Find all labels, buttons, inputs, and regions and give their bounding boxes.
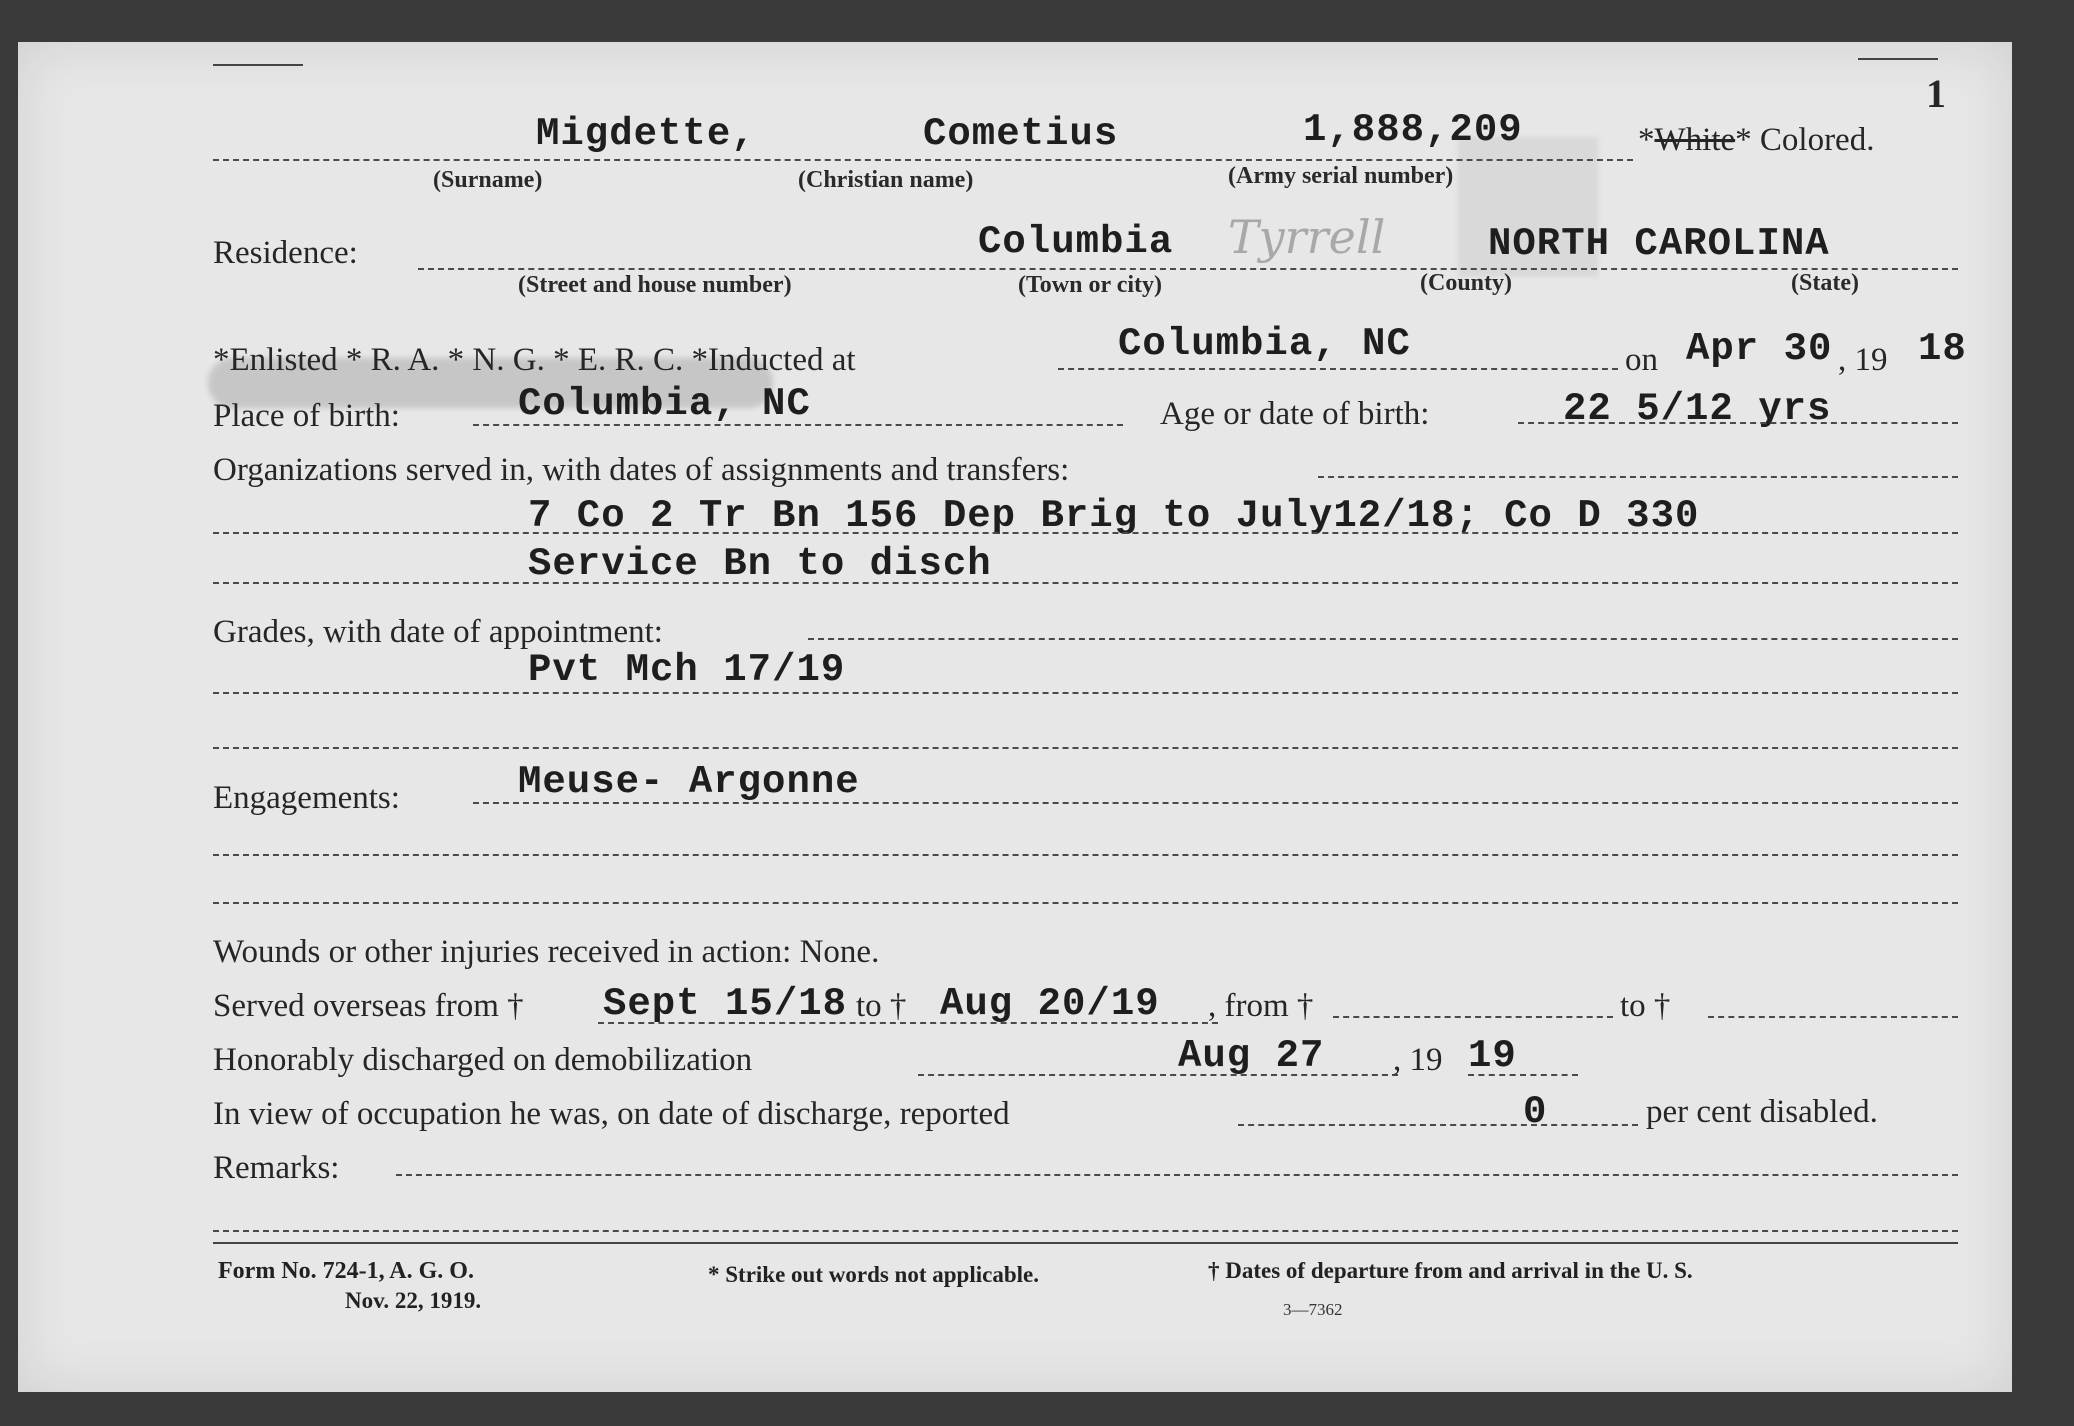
enlistment-label: *Enlisted * R. A. * N. G. * E. R. C. *Inducted at	[213, 342, 856, 378]
residence-county-handwritten: Tyrrell	[1228, 210, 1386, 264]
org-rule-0	[1318, 476, 1958, 478]
discharge-rule	[918, 1074, 1398, 1076]
discharge-year-rule	[1468, 1074, 1578, 1076]
age-rule	[1518, 422, 1958, 424]
overseas-rule	[598, 1022, 1218, 1024]
remarks-rule-1	[396, 1174, 1958, 1176]
overseas-from2-rule	[1333, 1016, 1613, 1018]
caption-serial: (Army serial number)	[1228, 163, 1454, 189]
engagements-label: Engagements:	[213, 780, 400, 816]
inducted-year-prefix: , 19	[1838, 342, 1888, 378]
grades-label: Grades, with date of appointment:	[213, 614, 663, 650]
disability-suffix: per cent disabled.	[1646, 1094, 1878, 1130]
grades-rule-1	[213, 692, 1958, 694]
footer-form: Form No. 724-1, A. G. O.	[218, 1258, 474, 1284]
top-left-mark	[213, 64, 303, 66]
organizations-line2: Service Bn to disch	[528, 542, 992, 586]
engagements-rule-2	[213, 854, 1958, 856]
footer-form-date: Nov. 22, 1919.	[345, 1288, 482, 1313]
inducted-date: Apr 30	[1686, 327, 1833, 371]
overseas-to-label: to †	[856, 988, 907, 1024]
disability-value: 0	[1523, 1090, 1548, 1134]
engagements-rule-1	[473, 802, 1958, 804]
race-value: Colored.	[1759, 122, 1875, 158]
org-rule-1	[213, 532, 1958, 534]
residence-town: Columbia	[978, 220, 1174, 264]
caption-state: (State)	[1791, 270, 1859, 296]
footer-note-dates: † Dates of departure from and arrival in the U. S.	[1208, 1258, 1693, 1283]
grades-rule-0	[808, 638, 1958, 640]
on-label: on	[1625, 342, 1658, 378]
serial-number-value: 1,888,209	[1303, 108, 1523, 152]
disability-rule	[1238, 1124, 1638, 1126]
race-asterisk-2: *	[1735, 122, 1752, 158]
engagements-value: Meuse- Argonne	[518, 760, 860, 804]
wounds-label: Wounds or other injuries received in action: None.	[213, 934, 880, 970]
race-struck: White	[1654, 122, 1736, 158]
footer-divider	[213, 1242, 1958, 1244]
inducted-year: 18	[1918, 327, 1967, 371]
place-of-birth-value: Columbia, NC	[518, 382, 811, 426]
discharge-label: Honorably discharged on demobilization	[213, 1042, 753, 1078]
organizations-label: Organizations served in, with dates of assignments and transfers:	[213, 452, 1070, 488]
discharge-date: Aug 27	[1178, 1034, 1325, 1078]
caption-county: (County)	[1420, 270, 1513, 296]
age-label: Age or date of birth:	[1160, 396, 1430, 432]
overseas-label: Served overseas from †	[213, 988, 524, 1024]
header-rule	[213, 159, 1633, 161]
race-field	[1638, 122, 1874, 159]
caption-christian: (Christian name)	[798, 167, 974, 193]
place-of-birth-label: Place of birth:	[213, 398, 400, 434]
overseas-to2-rule	[1708, 1016, 1958, 1018]
surname-value: Migdette,	[536, 112, 756, 156]
disability-label: In view of occupation he was, on date of discharge, reported	[213, 1096, 1010, 1132]
footer-code: 3—7362	[1283, 1300, 1343, 1319]
organizations-line1: 7 Co 2 Tr Bn 156 Dep Brig to July12/18; Co D 330	[528, 494, 1700, 538]
residence-state: NORTH CAROLINA	[1488, 222, 1830, 266]
remarks-rule-2	[213, 1230, 1958, 1232]
discharge-year-prefix: , 19	[1393, 1042, 1443, 1078]
footer-note-strike: * Strike out words not applicable.	[708, 1262, 1039, 1287]
inducted-at-value: Columbia, NC	[1118, 322, 1411, 366]
age-value: 22 5/12 yrs	[1563, 387, 1832, 431]
christian-name-value: Cometius	[923, 112, 1119, 156]
residence-rule	[418, 268, 1958, 270]
residence-label: Residence:	[213, 235, 358, 271]
overseas-from2-label: , from †	[1208, 988, 1314, 1024]
caption-town: (Town or city)	[1018, 272, 1162, 298]
org-rule-2	[213, 582, 1958, 584]
service-record-card	[18, 42, 2012, 1392]
inducted-rule	[1058, 368, 1618, 370]
caption-street: (Street and house number)	[518, 272, 792, 298]
engagements-rule-3	[213, 902, 1958, 904]
discharge-year: 19	[1468, 1034, 1517, 1078]
birth-rule	[473, 424, 1123, 426]
overseas-to2-label: to †	[1620, 988, 1671, 1024]
grades-value: Pvt Mch 17/19	[528, 648, 846, 692]
top-right-mark	[1858, 58, 1938, 60]
overseas-to: Aug 20/19	[940, 982, 1160, 1026]
remarks-label: Remarks:	[213, 1150, 340, 1186]
overseas-from: Sept 15/18	[603, 982, 848, 1026]
grades-rule-2	[213, 747, 1958, 749]
race-asterisk: *	[1638, 122, 1655, 158]
card-number: 1	[1926, 71, 1946, 116]
caption-surname: (Surname)	[433, 167, 543, 193]
